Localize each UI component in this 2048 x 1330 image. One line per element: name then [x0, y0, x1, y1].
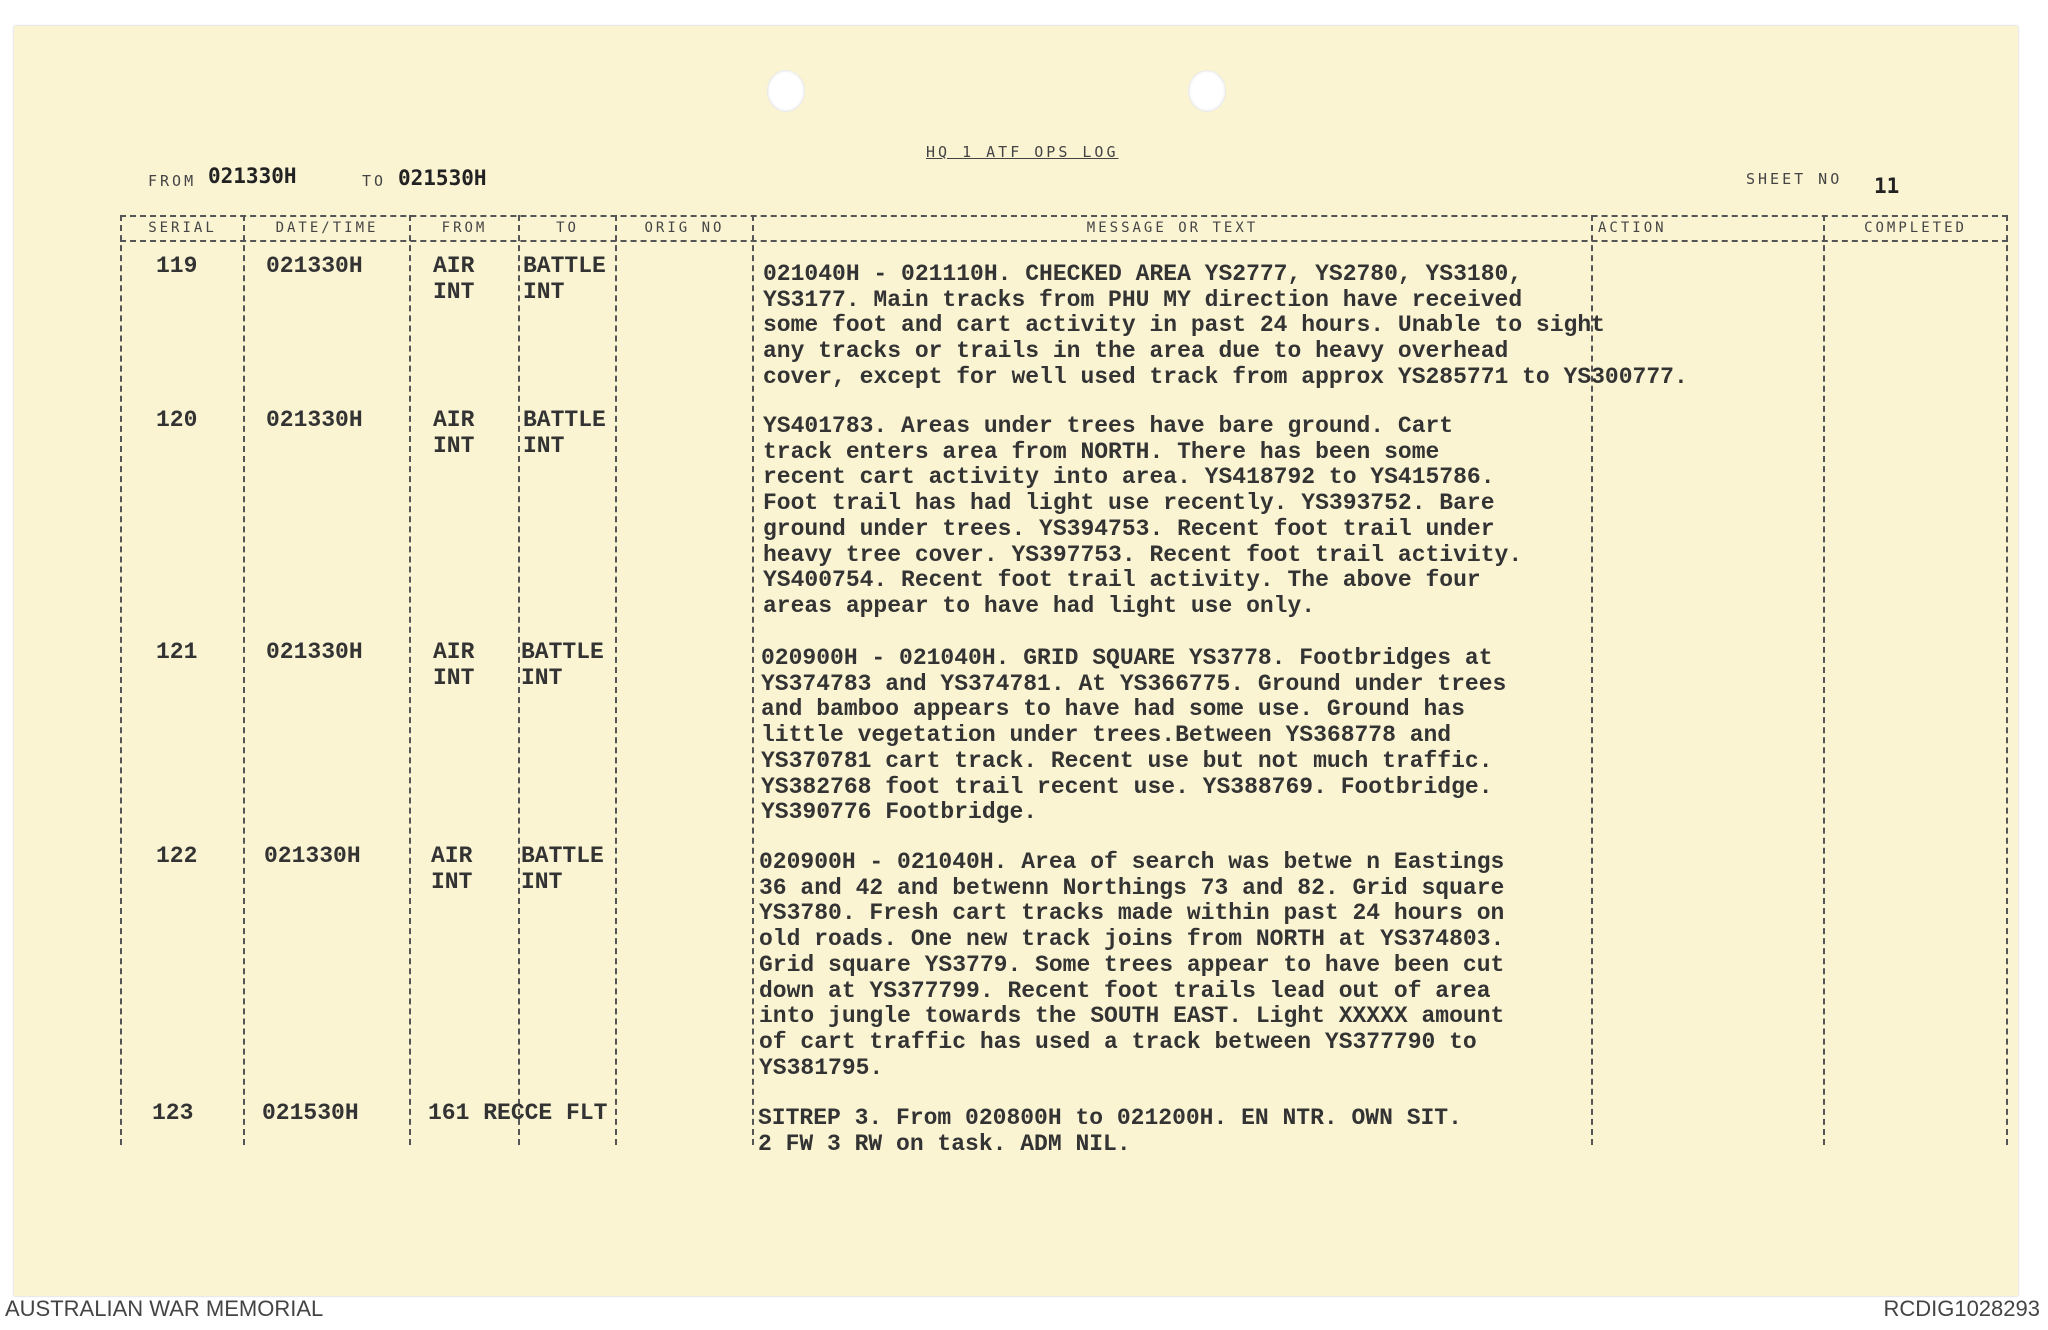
row-serial: 120 — [156, 407, 198, 433]
row-message: YS401783. Areas under trees have bare ground. Cart track enters area from NORTH. There has been some recent cart activity into area. YS418792 to YS415786. Foot trail has had light use recently. YS393752. Bare ground under trees. YS394753. Recent foot trail under heavy tree cover. YS397753. Recent foot trail activity. YS400754. Recent foot trail activity. The above four areas appear to have had light use only. — [763, 413, 1523, 619]
row-from: AIR INT — [433, 407, 475, 459]
table-top-border — [120, 215, 2008, 217]
footer-institution: AUSTRALIAN WAR MEMORIAL — [5, 1296, 324, 1321]
row-message: 020900H - 021040H. Area of search was betwe n Eastings 36 and 42 and betwenn Northings 73 and 82. Grid square YS3780. Fresh cart tracks made within past 24 hours on old roads. One new track joins from NORTH at YS374803. Grid square YS3779. Some trees appear to have been cut down at YS377799. Recent foot trails lead out of area into jungle towards the SOUTH EAST. Light XXXXX amount of cart traffic has used a track between YS377790 to YS381795. — [759, 849, 1505, 1081]
row-datetime: 021330H — [266, 407, 363, 433]
sheet-number: 11 — [1874, 174, 1900, 198]
row-to: BATTLE INT — [521, 639, 604, 691]
log-title: HQ 1 ATF OPS LOG — [926, 143, 1119, 161]
table-header-border — [120, 240, 2008, 242]
row-datetime: 021330H — [266, 639, 363, 665]
column-header-action: ACTION — [1598, 220, 1667, 236]
column-header-serial: SERIAL — [148, 220, 217, 236]
sheet-label: SHEET NO — [1746, 170, 1843, 188]
footer-record-id: RCDIG1028293 — [1883, 1296, 2040, 1321]
column-header-orig-no: ORIG NO — [644, 220, 725, 236]
col-divider — [409, 215, 411, 1145]
punch-hole-left — [767, 70, 805, 112]
col-divider — [615, 215, 617, 1145]
col-divider — [120, 215, 122, 1145]
row-serial: 121 — [156, 639, 198, 665]
row-serial: 119 — [156, 253, 198, 279]
row-serial: 123 — [152, 1100, 194, 1126]
row-datetime: 021530H — [262, 1100, 359, 1126]
row-from: AIR INT — [433, 253, 475, 305]
row-message: SITREP 3. From 020800H to 021200H. EN NTR. OWN SIT. 2 FW 3 RW on task. ADM NIL. — [758, 1105, 1462, 1157]
to-value: 021530H — [398, 166, 487, 190]
col-divider — [518, 215, 520, 1145]
col-divider — [1823, 215, 1825, 1145]
row-serial: 122 — [156, 843, 198, 869]
row-to: BATTLE INT — [521, 843, 604, 895]
column-header-completed: COMPLETED — [1864, 220, 1967, 236]
row-datetime: 021330H — [264, 843, 361, 869]
column-header-message: MESSAGE OR TEXT — [1086, 220, 1259, 236]
to-label: TO — [362, 172, 387, 190]
col-divider — [2006, 215, 2008, 1145]
col-divider — [243, 215, 245, 1145]
column-header-to: TO — [556, 220, 579, 236]
row-from: AIR INT — [431, 843, 473, 895]
from-label: FROM — [148, 172, 197, 190]
column-header-from: FROM — [441, 220, 488, 236]
punch-hole-right — [1188, 70, 1226, 112]
row-to: BATTLE INT — [523, 407, 606, 459]
from-value: 021330H — [208, 164, 297, 188]
col-divider — [752, 215, 754, 1145]
row-message: 021040H - 021110H. CHECKED AREA YS2777, YS2780, YS3180, YS3177. Main tracks from PHU MY direction have received some foot and cart activity in past 24 hours. Unable to sight any tracks or trails in the area due to heavy overhead cover, except for well used track from approx YS285771 to YS300777. — [763, 261, 1688, 390]
row-to: BATTLE INT — [523, 253, 606, 305]
row-message: 020900H - 021040H. GRID SQUARE YS3778. Footbridges at YS374783 and YS374781. At YS366775. Ground under trees and bamboo appears to have had some use. Ground has little vegetation under trees.Between YS368778 and YS370781 cart track. Recent use but not much traffic. YS382768 foot trail recent use. YS388769. Footbridge. YS390776 Footbridge. — [761, 645, 1507, 826]
column-header-datetime: DATE/TIME — [275, 220, 379, 236]
row-from: 161 RECCE FLT — [428, 1100, 608, 1126]
row-from: AIR INT — [433, 639, 475, 691]
row-datetime: 021330H — [266, 253, 363, 279]
